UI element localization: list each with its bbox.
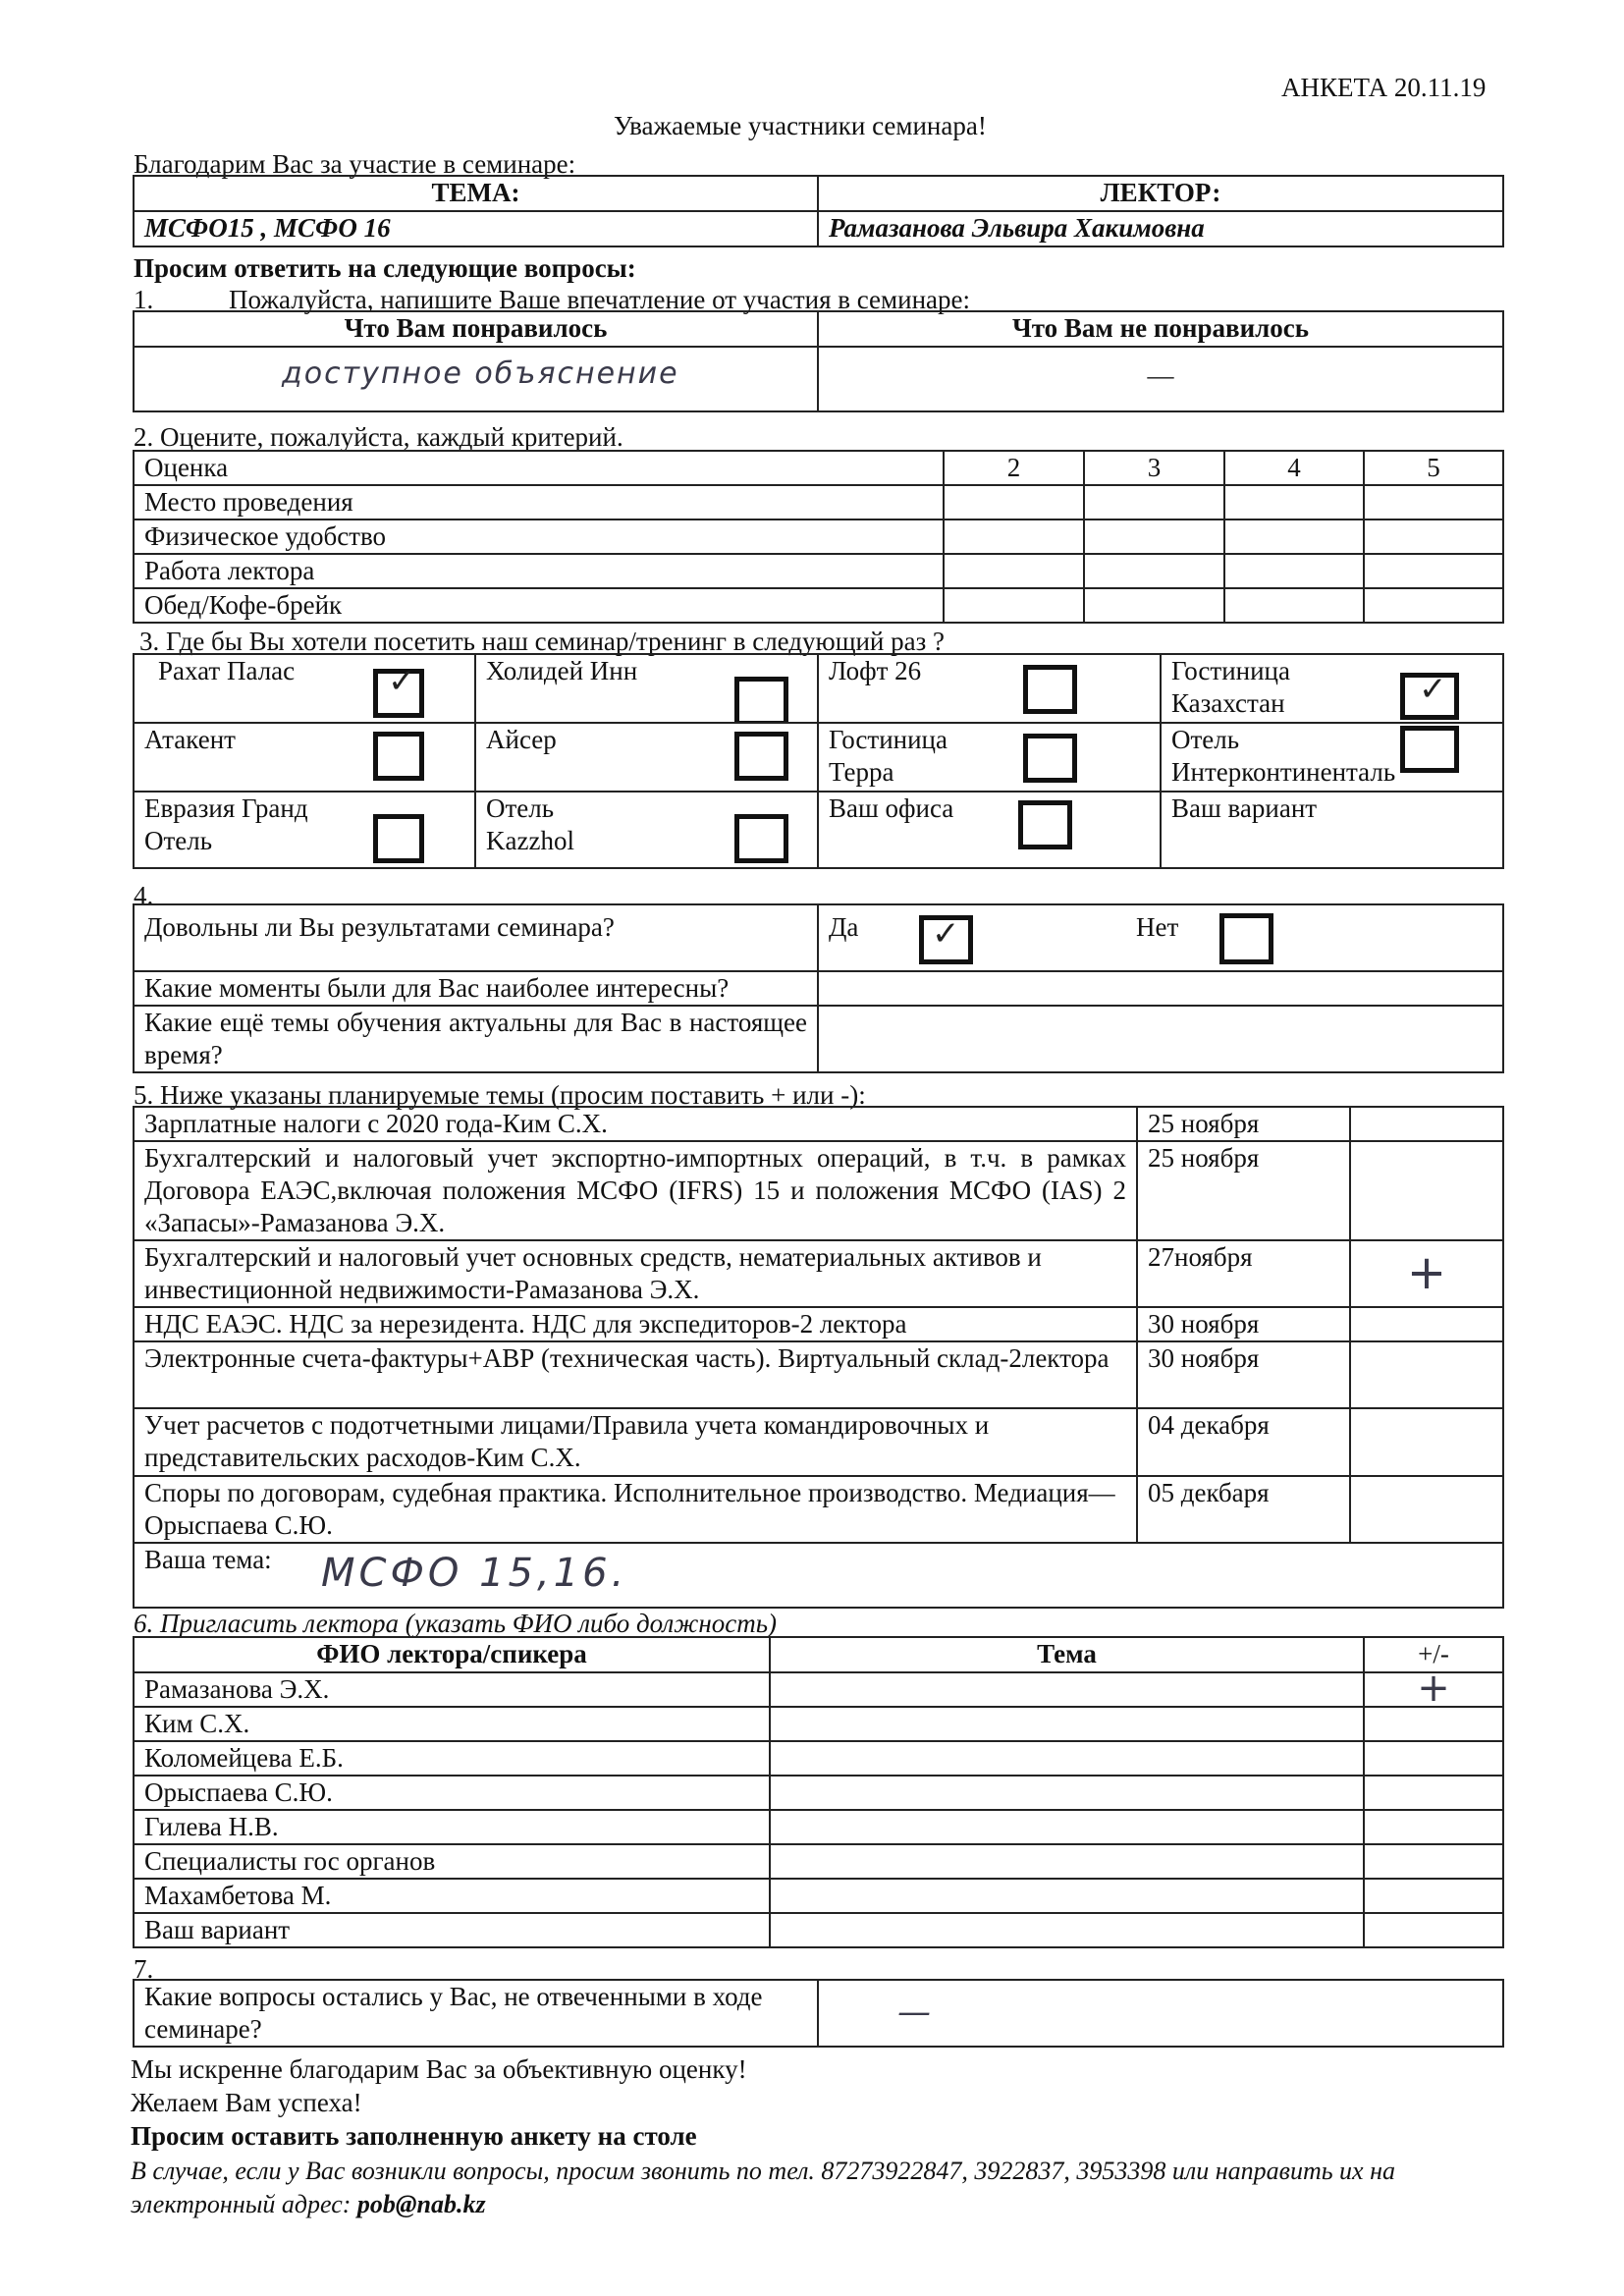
venue-cell[interactable] — [134, 654, 475, 723]
col-topic: Тема — [770, 1637, 1364, 1672]
topics-answer[interactable] — [818, 1006, 1503, 1072]
q6-table — [133, 1636, 1504, 1948]
venue-atakent: Атакент — [144, 725, 236, 754]
venue-kazzhol: Отель Kazzhol — [486, 793, 574, 855]
checkbox-eurasia[interactable] — [373, 814, 424, 863]
venue-office: Ваш офиса — [829, 793, 954, 823]
planned-mark[interactable]: + — [1350, 1240, 1503, 1307]
rating-cell[interactable] — [1364, 588, 1503, 623]
speaker-topic[interactable] — [770, 1741, 1364, 1776]
rating-cell[interactable] — [944, 519, 1084, 554]
rating-cell[interactable] — [1084, 519, 1224, 554]
form-id: АНКЕТА 20.11.19 — [1281, 73, 1487, 102]
planned-mark[interactable] — [1350, 1307, 1503, 1341]
planned-topic: НДС ЕАЭС. НДС за нерезидента. НДС для экспедиторов-2 лектора — [134, 1307, 1137, 1341]
checkbox-holiday[interactable] — [734, 677, 788, 723]
venue-cell[interactable] — [1161, 792, 1503, 868]
q1-number: 1. — [134, 285, 154, 314]
venue-aiser: Айсер — [486, 725, 557, 754]
satisfied-answer[interactable] — [818, 904, 1503, 971]
venue-cell[interactable] — [475, 792, 818, 868]
liked-answer[interactable]: доступное объяснение — [134, 347, 818, 411]
lecturer-header: ЛЕКТОР: — [818, 176, 1503, 211]
q5-title: 5. Ниже указаны планируемые темы (просим поставить + или -): — [134, 1080, 866, 1110]
q4-number: 4. — [134, 881, 154, 910]
speaker-mark[interactable]: + — [1364, 1672, 1503, 1707]
speaker-name: Махамбетова М. — [134, 1879, 770, 1913]
q7-table — [133, 1979, 1504, 2048]
col-name: ФИО лектора/спикера — [134, 1637, 770, 1672]
check-mark: ✓ — [388, 662, 416, 701]
speaker-name: Коломейцева Е.Б. — [134, 1741, 770, 1776]
your-topic-label: Ваша тема: — [144, 1545, 272, 1574]
planned-date: 25 ноября — [1137, 1141, 1350, 1240]
venue-cell[interactable] — [475, 654, 818, 723]
intro: Просим ответить на следующие вопросы: — [134, 253, 636, 283]
checkbox-loft[interactable] — [1023, 665, 1077, 714]
topic-header: ТЕМА: — [134, 176, 818, 211]
venue-cell[interactable] — [475, 723, 818, 792]
q7-question: Какие вопросы остались у Вас, не отвеченными в ходе семинаре? — [134, 1980, 818, 2047]
speaker-topic[interactable] — [770, 1913, 1364, 1947]
q7-number: 7. — [134, 1954, 154, 1984]
satisfied-question: Довольны ли Вы результатами семинара? — [134, 904, 818, 971]
disliked-answer[interactable]: — — [818, 347, 1503, 411]
venue-holiday: Холидей Инн — [486, 656, 638, 685]
speaker-name: Орыспаева С.Ю. — [134, 1776, 770, 1810]
planned-date: 27ноября — [1137, 1240, 1350, 1307]
speaker-mark[interactable] — [1364, 1879, 1503, 1913]
speaker-topic[interactable] — [770, 1672, 1364, 1707]
planned-mark[interactable] — [1350, 1476, 1503, 1543]
planned-date: 30 ноября — [1137, 1341, 1350, 1408]
rating-cell[interactable] — [1084, 588, 1224, 623]
planned-date: 30 ноября — [1137, 1307, 1350, 1341]
topic-table — [133, 175, 1504, 247]
speaker-topic[interactable] — [770, 1844, 1364, 1879]
venue-kazakhstan: Гостиница Казахстан — [1171, 656, 1290, 718]
q3-table — [133, 653, 1504, 869]
rating-cell[interactable] — [944, 588, 1084, 623]
footer-leave: Просим оставить заполненную анкету на столе — [131, 2121, 697, 2151]
venue-rakhat: Рахат Палас — [158, 656, 296, 685]
speaker-mark[interactable] — [1364, 1844, 1503, 1879]
planned-topic: Зарплатные налоги с 2020 года-Ким С.Х. — [134, 1107, 1137, 1141]
liked-header: Что Вам понравилось — [134, 311, 818, 347]
topic-value: МСФО15 , МСФО 16 — [134, 211, 818, 246]
venue-cell[interactable] — [818, 654, 1161, 723]
score-5: 5 — [1364, 451, 1503, 485]
venue-eurasia: Евразия Гранд Отель — [144, 793, 308, 855]
rating-cell[interactable] — [1364, 554, 1503, 588]
checkbox-office[interactable] — [1018, 800, 1072, 849]
planned-date: 05 декбаря — [1137, 1476, 1350, 1543]
footer-thanks: Мы искренне благодарим Вас за объективную оценку! — [131, 2054, 747, 2084]
criterion-lunch: Обед/Кофе-брейк — [134, 588, 944, 623]
contact-email[interactable]: pob@nab.kz — [356, 2190, 486, 2218]
planned-topic: Бухгалтерский и налоговый учет экспортно-импортных операций, в т.ч. в рамках Договора ЕАЭС,включая положения МСФО (IFRS) 15 и положения МСФО (IAS) 2 «Запасы»-Рамазанова Э.Х. — [134, 1141, 1137, 1240]
footer-wish: Желаем Вам успеха! — [131, 2088, 362, 2117]
planned-mark[interactable] — [1350, 1107, 1503, 1141]
q7-answer[interactable]: — — [818, 1980, 1503, 2047]
planned-topic: Бухгалтерский и налоговый учет основных средств, нематериальных активов и инвестиционной недвижимости-Рамазанова Э.Х. — [134, 1240, 1137, 1307]
speaker-mark[interactable] — [1364, 1810, 1503, 1844]
planned-date: 04 декабря — [1137, 1408, 1350, 1476]
rating-cell[interactable] — [1224, 519, 1364, 554]
speaker-topic[interactable] — [770, 1776, 1364, 1810]
no-label: Нет — [1136, 912, 1179, 942]
checkbox-intercontinental[interactable] — [1400, 726, 1459, 773]
venue-cell[interactable] — [818, 792, 1161, 868]
q3-title: 3. Где бы Вы хотели посетить наш семинар/тренинг в следующий раз ? — [139, 627, 946, 656]
venue-terra: Гостиница Терра — [829, 725, 947, 787]
score-4: 4 — [1224, 451, 1364, 485]
checkbox-atakent[interactable] — [373, 732, 424, 781]
footer-contact — [131, 2155, 1505, 2221]
q1-text: Пожалуйста, напишите Ваше впечатление от участия в семинаре: — [229, 285, 970, 314]
lecturer-value: Рамазанова Эльвира Хакимовна — [818, 211, 1503, 246]
speaker-mark[interactable] — [1364, 1913, 1503, 1947]
planned-mark[interactable] — [1350, 1341, 1503, 1408]
planned-topic: Учет расчетов с подотчетными лицами/Правила учета командировочных и представительских расходов-Ким С.Х. — [134, 1408, 1137, 1476]
q2-header-label: Оценка — [134, 451, 944, 485]
planned-topic: Споры по договорам, судебная практика. Исполнительное производство. Медиация—Орыспаева С.Ю. — [134, 1476, 1137, 1543]
q2-table — [133, 450, 1504, 624]
checkbox-aiser[interactable] — [734, 732, 788, 781]
speaker-mark[interactable] — [1364, 1776, 1503, 1810]
q6-title: 6. Пригласить лектора (указать ФИО либо должность) — [134, 1609, 777, 1638]
speaker-name: Специалисты гос органов — [134, 1844, 770, 1879]
disliked-header: Что Вам не понравилось — [818, 311, 1503, 347]
yes-label: Да — [829, 912, 859, 942]
greeting: Уважаемые участники семинара! — [614, 111, 987, 140]
rating-cell[interactable] — [944, 554, 1084, 588]
q5-table — [133, 1106, 1504, 1609]
speaker-name: Ваш вариант — [134, 1913, 770, 1947]
speaker-name: Ким С.Х. — [134, 1707, 770, 1741]
q1-table — [133, 310, 1504, 412]
check-mark: ✓ — [932, 914, 960, 954]
score-2: 2 — [944, 451, 1084, 485]
criterion-comfort: Физическое удобство — [134, 519, 944, 554]
planned-date: 25 ноября — [1137, 1107, 1350, 1141]
contact-text: В случае, если у Вас возникли вопросы, просим звонить по тел. 87273922847, 3922837, 3953398 или направить их на электронный адрес: — [131, 2157, 1395, 2218]
venue-cell[interactable] — [818, 723, 1161, 792]
planned-mark[interactable] — [1350, 1408, 1503, 1476]
rating-cell[interactable] — [1224, 554, 1364, 588]
criterion-lecturer: Работа лектора — [134, 554, 944, 588]
topics-question: Какие ещё темы обучения актуальны для Вас в настоящее время? — [134, 1006, 818, 1072]
venue-cell[interactable] — [134, 792, 475, 868]
speaker-topic[interactable] — [770, 1879, 1364, 1913]
rating-cell[interactable] — [1364, 485, 1503, 519]
speaker-mark[interactable] — [1364, 1707, 1503, 1741]
your-topic-cell[interactable] — [134, 1543, 1503, 1608]
speaker-name: Рамазанова Э.Х. — [134, 1672, 770, 1707]
col-mark: +/- — [1364, 1637, 1503, 1672]
q4-table — [133, 903, 1504, 1073]
venue-cell[interactable] — [1161, 654, 1503, 723]
venue-cell[interactable] — [1161, 723, 1503, 792]
interesting-question: Какие моменты были для Вас наиболее интересны? — [134, 971, 818, 1006]
speaker-topic[interactable] — [770, 1810, 1364, 1844]
speaker-name: Гилева Н.В. — [134, 1810, 770, 1844]
checkbox-kazzhol[interactable] — [734, 814, 788, 863]
criterion-venue: Место проведения — [134, 485, 944, 519]
planned-topic: Электронные счета-фактуры+АВР (техническая часть). Виртуальный склад-2лектора — [134, 1341, 1137, 1408]
rating-cell[interactable] — [1084, 485, 1224, 519]
checkbox-terra[interactable] — [1023, 734, 1077, 783]
speaker-topic[interactable] — [770, 1707, 1364, 1741]
venue-cell[interactable] — [134, 723, 475, 792]
venue-other: Ваш вариант — [1171, 793, 1318, 823]
rating-cell[interactable] — [1084, 554, 1224, 588]
venue-loft: Лофт 26 — [829, 656, 922, 685]
q2-title: 2. Оцените, пожалуйста, каждый критерий. — [134, 422, 623, 452]
planned-mark[interactable] — [1350, 1141, 1503, 1240]
your-topic-value[interactable]: МСФО 15,16. — [321, 1551, 628, 1596]
no-checkbox[interactable] — [1219, 913, 1273, 964]
speaker-mark[interactable] — [1364, 1741, 1503, 1776]
rating-cell[interactable] — [1224, 588, 1364, 623]
score-3: 3 — [1084, 451, 1224, 485]
rating-cell[interactable] — [944, 485, 1084, 519]
thanks-line: Благодарим Вас за участие в семинаре: — [134, 149, 576, 179]
check-mark: ✓ — [1419, 670, 1447, 709]
rating-cell[interactable] — [1224, 485, 1364, 519]
interesting-answer[interactable] — [818, 971, 1503, 1006]
venue-intercontinental: Отель Интерконтиненталь — [1171, 725, 1396, 787]
rating-cell[interactable] — [1364, 519, 1503, 554]
